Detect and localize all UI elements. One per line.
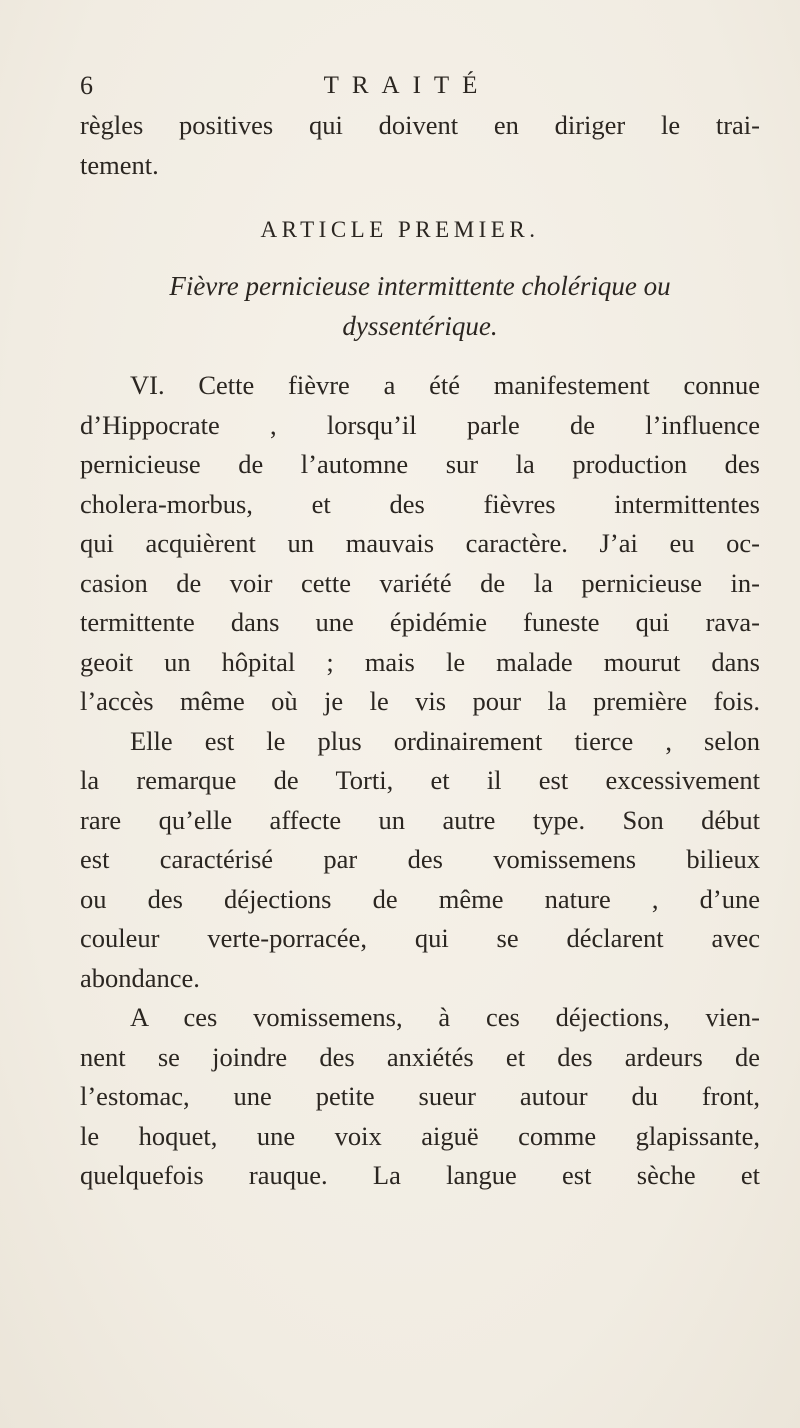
text-line: abondance. — [80, 962, 200, 993]
subtitle-line: dyssentérique. — [342, 310, 498, 341]
text-line: rare qu’elle affecte un autre type. Son début — [80, 804, 760, 835]
text-line: cholera-morbus, et des fièvres intermittentes — [80, 488, 760, 519]
text-line: couleur verte-porracée, qui se déclarent avec — [80, 923, 760, 953]
text-line: quelquefois rauque. La langue est sèche et — [80, 1160, 760, 1190]
text-line: la remarque de Torti, et il est excessivement — [80, 765, 760, 795]
text-line: termittente dans une épidémie funeste qui rava- — [80, 607, 760, 637]
text-line: A ces vomissemens, à ces déjections, vien- — [130, 1002, 760, 1032]
text-line: casion de voir cette variété de la pernicieuse in- — [80, 567, 760, 598]
section-subtitle — [80, 266, 760, 345]
text-line: le hoquet, une voix aiguë comme glapissante, — [80, 1120, 760, 1151]
text-line: règles positives qui doivent en diriger le trai- — [80, 110, 760, 140]
page-number: 6 — [80, 71, 93, 100]
text-line: nent se joindre des anxiétés et des ardeurs de — [80, 1041, 760, 1072]
text-line: l’accès même où je le vis pour la première fois. — [80, 686, 760, 716]
article-heading: ARTICLE PREMIER. — [260, 217, 540, 242]
text-line: tement. — [80, 149, 159, 180]
text-line: qui acquièrent un mauvais caractère. J’ai eu oc- — [80, 528, 760, 558]
text-line: l’estomac, une petite sueur autour du front, — [80, 1081, 760, 1111]
text-line: VI. Cette fièvre a été manifestement connue — [130, 370, 760, 400]
body-text — [80, 366, 760, 1196]
page-header — [0, 66, 800, 106]
text-line: d’Hippocrate , lorsqu’il parle de l’influence — [80, 409, 760, 440]
text-line: est caractérisé par des vomissemens bilieux — [80, 844, 760, 874]
text-line: geoit un hôpital ; mais le malade mourut dans — [80, 646, 760, 677]
subtitle-line: Fièvre pernicieuse intermittente cholérique ou — [169, 271, 671, 301]
intro-paragraph — [80, 106, 760, 185]
text-line: Elle est le plus ordinairement tierce , selon — [130, 725, 760, 756]
text-line: pernicieuse de l’automne sur la production des — [80, 449, 760, 479]
running-title: TRAITÉ — [323, 72, 491, 99]
text-line: ou des déjections de même nature , d’une — [80, 883, 760, 914]
